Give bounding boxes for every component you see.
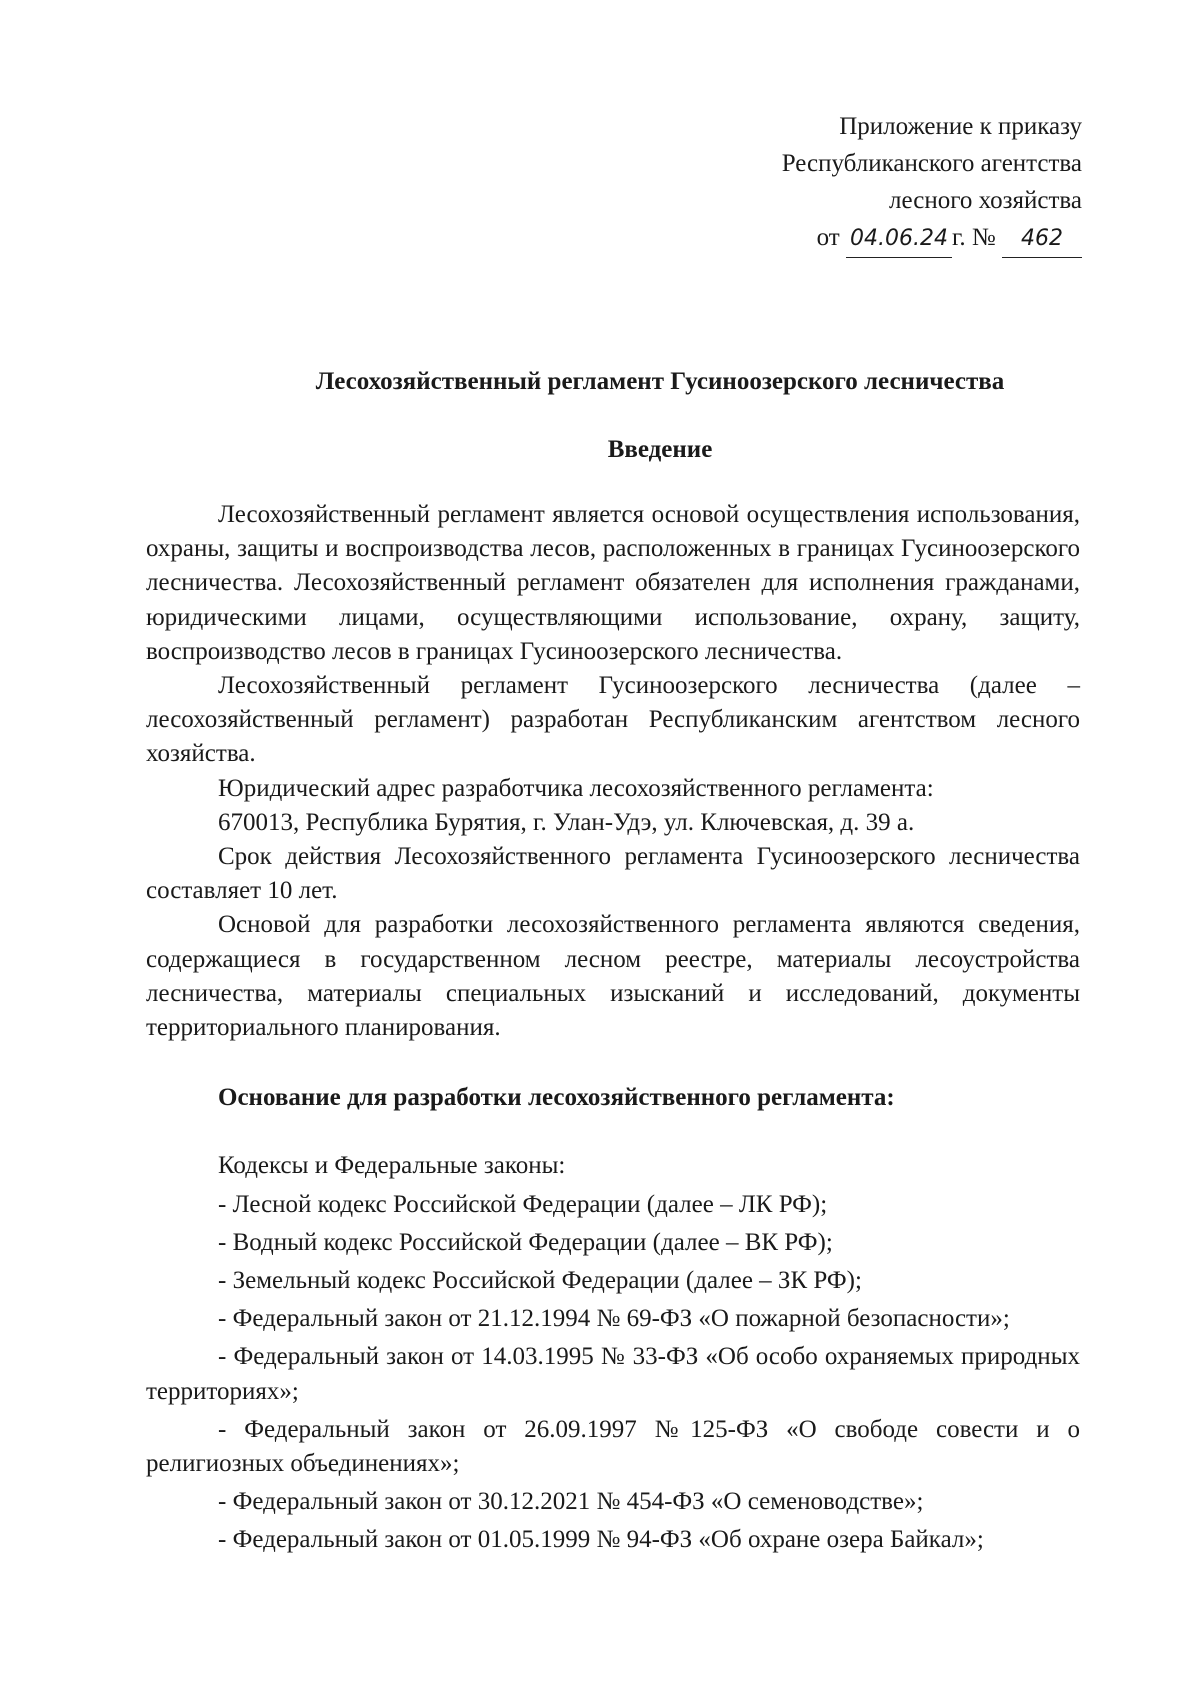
section-heading-intro: Введение [607,436,713,463]
law-item: - Федеральный закон от 14.03.1995 № 33-ФЗ «Об особо охраняемых природных территориях»; [146,1343,1080,1405]
approval-line-2: Республиканского агентства [781,150,1082,177]
section-heading-basis: Основание для разработки лесохозяйственного регламента: [218,1084,895,1112]
law-item: - Федеральный закон от 30.12.2021 № 454-ФЗ «О семеноводстве»; [218,1488,924,1516]
law-item: - Федеральный закон от 01.05.1999 № 94-ФЗ «Об охране озера Байкал»; [218,1526,984,1554]
law-item: - Федеральный закон от 26.09.1997 №125-ФЗ «О свободе совести и о религиозных объединениях»; [146,1415,1080,1478]
approval-block [782,108,1082,258]
approval-line-1: Приложение к приказу [839,113,1082,140]
intro-paragraph: Основой для разработки лесохозяйственного регламента являются сведения, содержащиеся в государственном лесном реестре, материалы лесоустройства лесничества, материалы специальных изысканий и исследований, документы территориального планирования. [146,911,1080,1042]
approval-prefix: от [816,224,840,251]
laws-intro: Кодексы и Федеральные законы: [218,1152,566,1180]
intro-paragraph: Срок действия Лесохозяйственного регламента Гусиноозерского лесничества составляет 10 лет. [146,843,1080,905]
laws-list [146,1149,1080,1557]
approval-number: 462 [1002,220,1082,258]
law-item: - Водный кодекс Российской Федерации (далее – ВК РФ); [218,1228,833,1256]
approval-line-3: лесного хозяйства [889,187,1082,214]
intro-paragraph: Лесохозяйственный регламент является основой осуществления использования, охраны, защиты и воспроизводства лесов, расположенных в границах Гусиноозерского лесничества. Лесохозяйственный регламент обязателен для исполнения гражданами, юридическими лицами, осуществляющими использование, охрану, защиту, воспроизводство лесов в границах Гусиноозерского лесничества. [146,501,1080,665]
approval-date: 04.06.24 [846,220,952,258]
intro-paragraph: Лесохозяйственный регламент Гусиноозерского лесничества (далее – лесохозяйственный регламент) разработан Республиканским агентством лесного хозяйства. [146,672,1080,768]
law-item: - Федеральный закон от 21.12.1994 № 69-ФЗ «О пожарной безопасности»; [218,1305,1010,1333]
intro-paragraph: 670013, Республика Бурятия, г. Улан-Удэ, ул. Ключевская, д. 39 а. [218,808,915,836]
document-body [146,498,1080,1562]
approval-line-4 [782,219,1082,258]
intro-paragraph: Юридический адрес разработчика лесохозяйственного регламента: [218,774,934,802]
law-item: - Земельный кодекс Российской Федерации (далее – ЗК РФ); [218,1267,862,1295]
document-title: Лесохозяйственный регламент Гусиноозерского лесничества [315,368,1005,395]
approval-year-suffix: г. № [951,224,996,251]
law-item: - Лесной кодекс Российской Федерации (далее – ЛК РФ); [218,1190,828,1218]
